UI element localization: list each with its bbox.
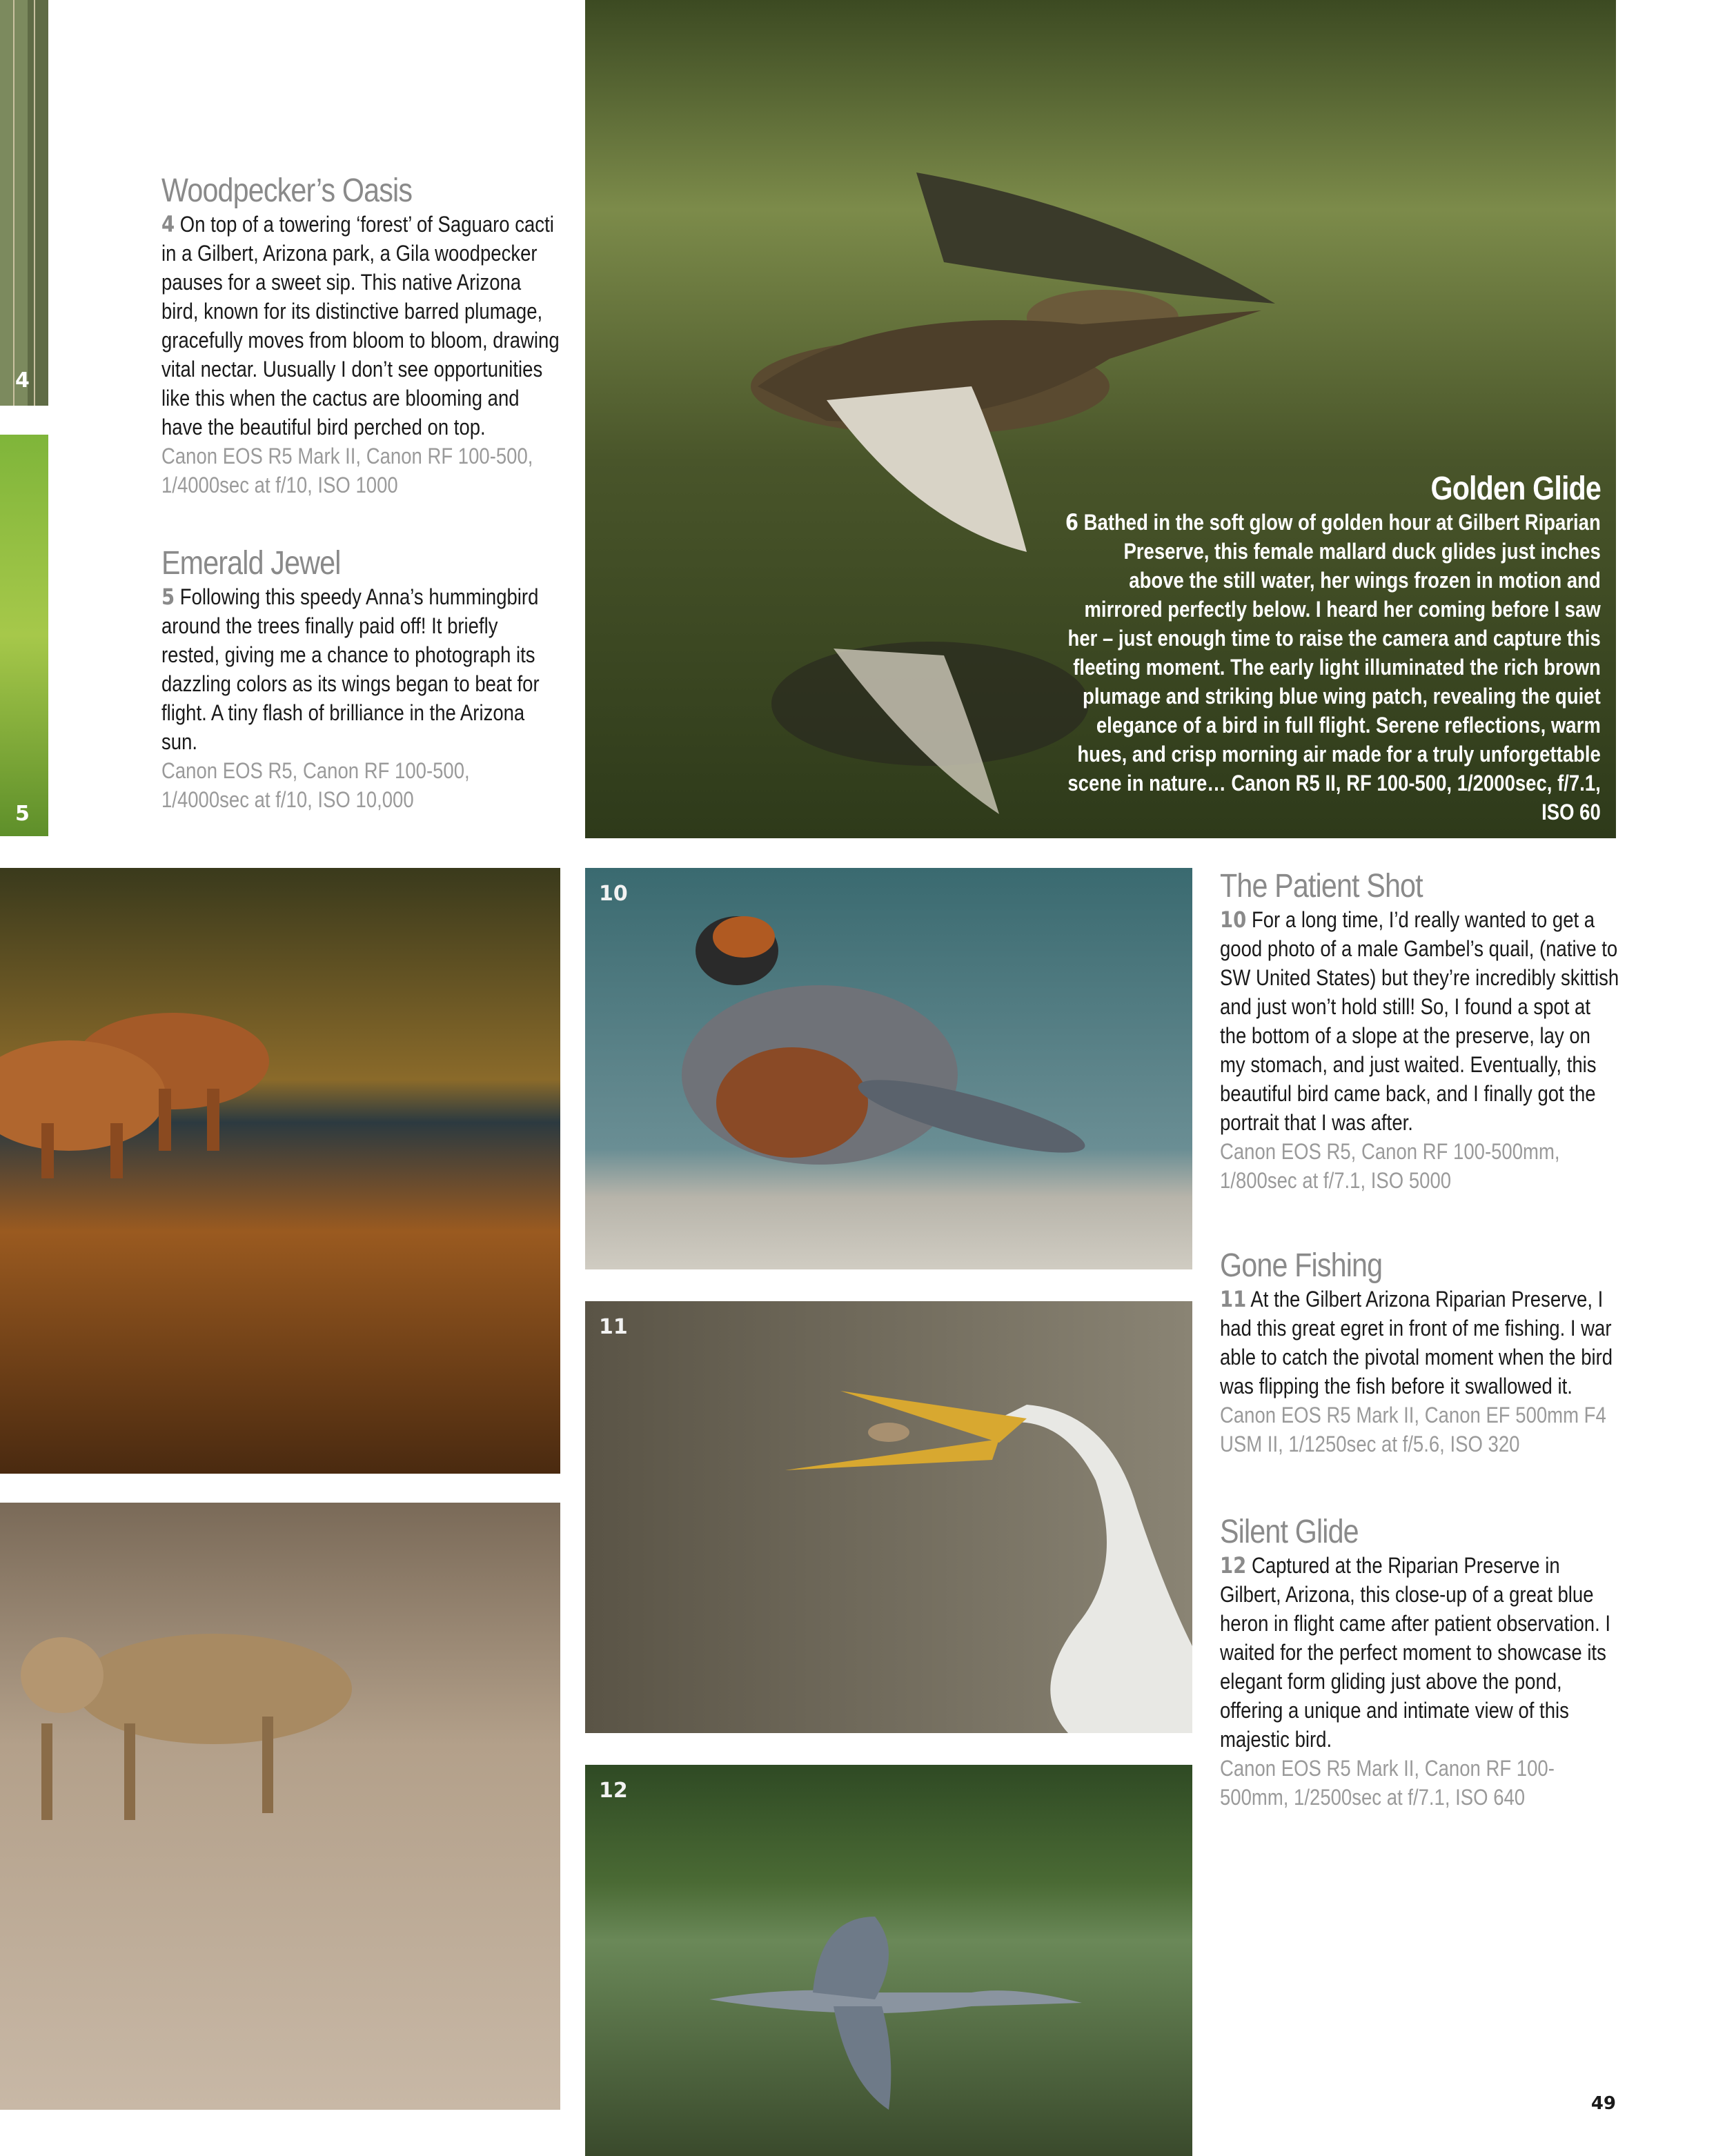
caption-text: Captured at the Riparian Preserve in Gilbert, Arizona, this close-up of a great blue heron in flight came after patient observation. I waited for the perfect moment to showcase its elegant form gliding just above the pond, offering a unique and intimate view of this majestic bird. [1220,1553,1611,1752]
caption-body [161,210,561,442]
caption-meta: Canon EOS R5 Mark II, Canon RF 100-500, 1/4000sec at f/10, ISO 1000 [161,444,533,497]
caption-body [1220,1551,1619,1754]
caption-meta: Canon EOS R5, Canon RF 100-500mm, 1/800sec at f/7.1, ISO 5000 [1220,1139,1560,1193]
caption-woodpeckers-oasis [161,172,562,500]
caption-title: Emerald Jewel [161,545,341,582]
caption-number: 4 [161,211,175,237]
caption-meta: Canon EOS R5 Mark II, Canon RF 100-500mm, 1/2500sec at f/7.1, ISO 640 [1220,1756,1555,1810]
photo-number-12: 12 [599,1779,628,1803]
caption-title: Woodpecker’s Oasis [161,172,413,209]
caption-text: Following this speedy Anna’s hummingbird around the trees finally paid off! It briefly rested, giving me a chance to photograph its dazzling colors as its wings began to beat for flight. A tiny flash of brilliance in the Arizona sun. [161,584,540,754]
page-number: 49 [1590,2093,1616,2114]
caption-number: 5 [161,584,175,610]
side-number-5: 5 [15,802,30,826]
caption-meta: Canon EOS R5, Canon RF 100-500, 1/4000sec at f/10, ISO 10,000 [161,758,470,812]
photo-hummingbird-strip [0,435,48,836]
caption-text: At the Gilbert Arizona Riparian Preserve, I had this great egret in front of me fishing. I war able to catch the pivotal moment when the bird was flipping the fish before it swallowed it. [1220,1287,1613,1398]
caption-title: Gone Fishing [1220,1247,1383,1284]
caption-title: The Patient Shot [1220,868,1423,904]
photo-egret [585,1301,1192,1733]
caption-number: 12 [1220,1552,1247,1579]
caption-number: 6 [1065,509,1079,535]
photo-number-10: 10 [599,882,628,906]
photo-number-11: 11 [599,1315,628,1339]
caption-gone-fishing [1220,1247,1620,1458]
caption-title: Golden Glide [1430,471,1601,507]
caption-number: 10 [1220,907,1247,933]
photo-quail [585,868,1192,1269]
side-number-4: 4 [15,368,30,393]
caption-text: On top of a towering ‘forest’ of Saguaro cacti in a Gilbert, Arizona park, a Gila woodpecker pauses for a sweet sip. This native Arizona bird, known for its distinctive barred plumage, gracefully moves from bloom to bloom, drawing vital nectar. Uusually I don’t see opportunities like this when the cactus are blooming and have the beautiful bird perched on top. [161,212,560,439]
caption-text: For a long time, I’d really wanted to get a good photo of a male Gambel’s quail, (native to SW United States) but they’re incredibly skittish and just won’t hold still! So, I found a spot at the bottom of a slope at the preserve, lay on my stomach, and just waited. Eventually, this beautiful bird came back, and I finally got the portrait that I was after. [1220,907,1619,1135]
photo-heron [585,1765,1192,2156]
caption-body [161,582,561,756]
caption-text: Bathed in the soft glow of golden hour at Gilbert Riparian Preserve, this female mallard duck glides just inches above the still water, her wings frozen in motion and mirrored perfectly below. I heard her coming before I saw her – just enough time to raise the camera and capture this fleeting moment. The early light illuminated the rich brown plumage and striking blue wing patch, revealing the quiet elegance of a bird in full flight. Serene reflections, warm hues, and crisp morning air made for a truly unforgettable scene in nature… Canon R5 II, RF 100-500, 1/2000sec, f/7.1, ISO 60 [1067,510,1601,824]
caption-silent-glide [1220,1514,1620,1812]
caption-golden-glide [1063,471,1601,827]
caption-body [1064,508,1601,827]
caption-body [1220,905,1619,1137]
caption-emerald-jewel [161,545,562,814]
caption-title: Silent Glide [1220,1514,1359,1550]
photo-saguaro-strip [0,0,48,406]
caption-the-patient-shot [1220,868,1620,1195]
caption-number: 11 [1220,1286,1247,1312]
caption-body [1220,1285,1619,1401]
photo-horses [0,868,560,1474]
photo-coyote [0,1503,560,2110]
caption-meta: Canon EOS R5 Mark II, Canon EF 500mm F4 USM II, 1/1250sec at f/5.6, ISO 320 [1220,1403,1606,1456]
